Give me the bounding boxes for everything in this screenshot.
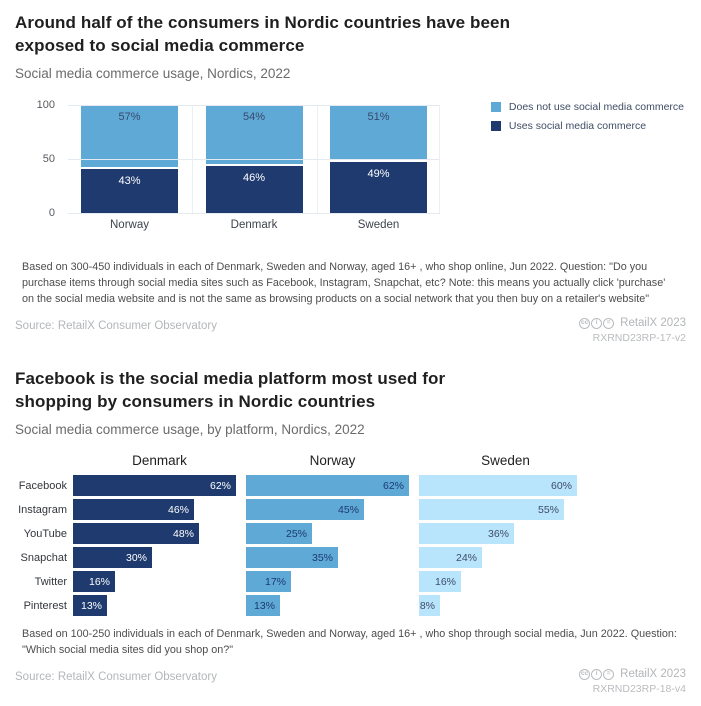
legend-item [491, 120, 684, 132]
bar-cell-sweden [419, 499, 592, 520]
value-label: 45% [337, 503, 359, 516]
bar-cell-norway [246, 595, 419, 616]
value-label: 30% [125, 551, 147, 564]
value-label: 48% [172, 527, 194, 540]
cc-by-icon: i [591, 318, 602, 329]
branding-block [578, 668, 686, 695]
brand-row [578, 668, 686, 680]
branding-block [578, 317, 686, 344]
bar-cell-denmark [73, 571, 246, 592]
chart2-footnote: Based on 100-250 individuals in each of Denmark, Sweden and Norway, aged 16+ , who shop through social media, Jun 2022. Question: "Which social media sites did you shop on?" [22, 628, 677, 657]
chart2-title: Facebook is the social media platform most used for shopping by consumers in Nordic countries [15, 369, 446, 411]
gridline-vertical [192, 105, 193, 213]
chart2-source-row [15, 668, 686, 695]
chart2-section [0, 368, 701, 695]
bar-cell-norway [246, 499, 419, 520]
value-label: 49% [367, 168, 390, 181]
value-label: 17% [264, 575, 286, 588]
bar-norway-youtube [246, 523, 312, 544]
value-label: 8% [419, 599, 435, 612]
report-id: RXRND23RP-17-v2 [592, 332, 686, 345]
gridline-horizontal [68, 159, 440, 160]
y-tick-label: 0 [48, 207, 55, 220]
cc-icon: cc [579, 318, 590, 329]
bar-denmark-instagram [73, 499, 194, 520]
value-label: 24% [455, 551, 477, 564]
grouped-hbar-chart [15, 453, 686, 616]
cc-icon: cc [579, 669, 590, 680]
value-label: 62% [209, 479, 231, 492]
bar-sweden-youtube [419, 523, 514, 544]
bar-cell-denmark [73, 595, 246, 616]
platform-row-instagram [15, 499, 686, 520]
bar-cell-sweden [419, 595, 592, 616]
header-spacer [15, 453, 73, 468]
bar-norway-snapchat [246, 547, 338, 568]
row-label: YouTube [23, 527, 67, 540]
chart1-section [0, 0, 701, 344]
legend-swatch [491, 102, 501, 112]
legend-label: Uses social media commerce [508, 120, 647, 133]
stacked-bar-chart [15, 99, 686, 239]
bar-sweden-pinterest [419, 595, 440, 616]
bar-norway-twitter [246, 571, 291, 592]
value-label: 36% [487, 527, 509, 540]
brand-name: RetailX 2023 [620, 317, 686, 330]
column-header-sweden: Sweden [481, 453, 530, 469]
source-text: Source: RetailX Consumer Observatory [15, 671, 217, 684]
platform-row-snapchat [15, 547, 686, 568]
bar-cell-norway [246, 571, 419, 592]
chart1-source-row [15, 317, 686, 344]
legend-label: Does not use social media commerce [508, 101, 684, 114]
bar-sweden-snapchat [419, 547, 482, 568]
value-label: 35% [311, 551, 333, 564]
bar-denmark-snapchat [73, 547, 152, 568]
legend [491, 101, 684, 139]
value-label: 57% [118, 111, 141, 124]
cc-license-icons [578, 669, 614, 680]
platform-row-pinterest [15, 595, 686, 616]
bar-cell-norway [246, 523, 419, 544]
bar-cell-norway [246, 547, 419, 568]
value-label: 51% [367, 111, 390, 124]
legend-swatch [491, 121, 501, 131]
chart1-footnote: Based on 300-450 individuals in each of Denmark, Sweden and Norway, aged 16+ , who shop online, Jun 2022. Question: "Do you purchase items through social media sites such as Facebook, Instagram, Snapchat, etc? Note: this means you actually click 'purchase' on the social media website and is not the same as browsing products on a social network that you then buy on a retailer's website" [22, 261, 666, 306]
bar-cell-norway [246, 475, 419, 496]
y-tick-label: 100 [36, 99, 55, 112]
bar-cell-sweden [419, 523, 592, 544]
gridline-horizontal [68, 213, 440, 214]
cc-license-icons [578, 318, 614, 329]
segment-does-not-use [206, 105, 303, 163]
value-label: 16% [88, 575, 110, 588]
bar-cell-sweden [419, 571, 592, 592]
cc-by-icon: i [591, 669, 602, 680]
platform-row-facebook [15, 475, 686, 496]
bar-sweden-facebook [419, 475, 577, 496]
value-label: 25% [285, 527, 307, 540]
value-label: 60% [550, 479, 572, 492]
bar-denmark-pinterest [73, 595, 107, 616]
value-label: 55% [537, 503, 559, 516]
value-label: 62% [382, 479, 404, 492]
bar-norway-pinterest [246, 595, 280, 616]
bar-denmark-youtube [73, 523, 199, 544]
cc-nd-icon: = [603, 669, 614, 680]
gridline-vertical [317, 105, 318, 213]
column-headers [15, 453, 686, 468]
x-tick-label: Norway [110, 219, 149, 232]
chart1-subtitle: Social media commerce usage, Nordics, 2022 [15, 66, 291, 82]
segment-uses [81, 167, 178, 213]
source-text: Source: RetailX Consumer Observatory [15, 320, 217, 333]
bar-cell-denmark [73, 523, 246, 544]
row-label: Facebook [18, 479, 67, 492]
row-label: Snapchat [20, 551, 67, 564]
bar-cell-sweden [419, 475, 592, 496]
x-tick-label: Denmark [230, 219, 278, 232]
value-label: 46% [167, 503, 189, 516]
value-label: 13% [80, 599, 102, 612]
bar-norway-facebook [246, 475, 409, 496]
bar-sweden-instagram [419, 499, 564, 520]
y-tick-label: 50 [42, 153, 55, 166]
platform-row-twitter [15, 571, 686, 592]
segment-does-not-use [81, 105, 178, 167]
bar-cell-denmark [73, 547, 246, 568]
bar-norway-instagram [246, 499, 364, 520]
report-id: RXRND23RP-18-v4 [592, 683, 686, 696]
plot-area [68, 105, 440, 213]
value-label: 13% [253, 599, 275, 612]
x-tick-label: Sweden [357, 219, 400, 232]
chart1-title: Around half of the consumers in Nordic countries have been exposed to social media commerce [15, 13, 511, 55]
segment-uses [330, 160, 427, 213]
value-label: 54% [242, 111, 266, 124]
row-label: Twitter [34, 575, 67, 588]
brand-row [578, 317, 686, 329]
gridline-horizontal [68, 105, 440, 106]
row-label: Pinterest [23, 599, 67, 612]
segment-uses [206, 164, 303, 214]
bar-cell-sweden [419, 547, 592, 568]
bar-cell-denmark [73, 499, 246, 520]
value-label: 43% [118, 174, 141, 187]
bar-sweden-twitter [419, 571, 461, 592]
value-label: 16% [434, 575, 456, 588]
column-header-denmark: Denmark [132, 453, 187, 469]
segment-does-not-use [330, 105, 427, 160]
y-axis [15, 99, 61, 220]
gridline-vertical [439, 105, 440, 213]
platform-row-youtube [15, 523, 686, 544]
x-axis [68, 219, 440, 231]
value-label: 46% [242, 171, 266, 184]
cc-nd-icon: = [603, 318, 614, 329]
column-header-norway: Norway [309, 453, 356, 469]
bar-denmark-facebook [73, 475, 236, 496]
row-label: Instagram [18, 503, 67, 516]
rows-container [15, 475, 686, 616]
brand-name: RetailX 2023 [620, 668, 686, 681]
bar-cell-denmark [73, 475, 246, 496]
chart2-subtitle: Social media commerce usage, by platform, Nordics, 2022 [15, 422, 365, 438]
legend-item [491, 101, 684, 113]
bar-denmark-twitter [73, 571, 115, 592]
